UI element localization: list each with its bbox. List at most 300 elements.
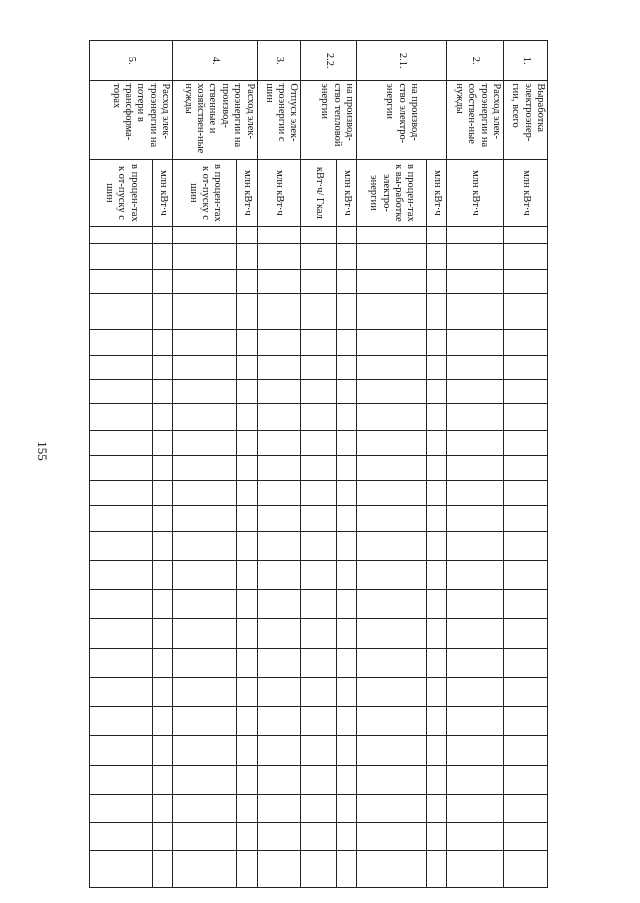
value-cell[interactable]	[301, 560, 337, 589]
value-cell[interactable]	[427, 404, 447, 430]
value-cell[interactable]	[237, 404, 257, 430]
value-cell[interactable]	[337, 590, 357, 619]
value-cell[interactable]	[446, 531, 503, 560]
value-cell[interactable]	[237, 590, 257, 619]
value-cell[interactable]	[337, 823, 357, 851]
value-cell[interactable]	[173, 355, 237, 379]
value-cell[interactable]	[357, 823, 427, 851]
value-cell[interactable]	[337, 851, 357, 888]
value-cell[interactable]	[357, 329, 427, 355]
value-cell[interactable]	[173, 677, 237, 706]
value-cell[interactable]	[257, 226, 301, 243]
value-cell[interactable]	[173, 329, 237, 355]
value-cell[interactable]	[427, 851, 447, 888]
value-cell[interactable]	[427, 380, 447, 404]
value-cell[interactable]	[337, 455, 357, 480]
value-cell[interactable]	[337, 648, 357, 677]
value-cell[interactable]	[427, 506, 447, 531]
value-cell[interactable]	[90, 648, 153, 677]
value-cell[interactable]	[427, 823, 447, 851]
value-cell[interactable]	[446, 294, 503, 329]
value-cell[interactable]	[173, 851, 237, 888]
value-cell[interactable]	[257, 430, 301, 455]
value-cell[interactable]	[90, 243, 153, 269]
value-cell[interactable]	[301, 823, 337, 851]
value-cell[interactable]	[301, 380, 337, 404]
value-cell[interactable]	[90, 590, 153, 619]
unit-cell: млн кВт·ч	[446, 160, 503, 227]
value-cell[interactable]	[153, 707, 173, 736]
value-cell[interactable]	[90, 430, 153, 455]
value-cell[interactable]	[357, 226, 427, 243]
value-cell[interactable]	[337, 531, 357, 560]
value-cell[interactable]	[301, 851, 337, 888]
value-cell[interactable]	[257, 590, 301, 619]
value-cell[interactable]	[173, 648, 237, 677]
table-row	[173, 41, 237, 888]
energy-balance-table	[89, 40, 548, 888]
value-cell[interactable]	[357, 707, 427, 736]
table-row	[357, 41, 427, 888]
value-cell[interactable]	[301, 765, 337, 794]
value-cell[interactable]	[427, 794, 447, 822]
value-cell[interactable]	[173, 794, 237, 822]
value-cell[interactable]	[173, 823, 237, 851]
value-cell[interactable]	[504, 329, 548, 355]
value-cell[interactable]	[90, 619, 153, 648]
value-cell[interactable]	[173, 506, 237, 531]
value-cell[interactable]	[90, 226, 153, 243]
value-cell[interactable]	[301, 329, 337, 355]
value-cell[interactable]	[504, 270, 548, 294]
value-cell[interactable]	[337, 765, 357, 794]
value-cell[interactable]	[153, 765, 173, 794]
value-cell[interactable]	[357, 765, 427, 794]
unit-cell: в процен-тах к вы-работке электро-энергии	[357, 160, 427, 227]
value-cell[interactable]	[153, 270, 173, 294]
value-cell[interactable]	[301, 506, 337, 531]
value-cell[interactable]	[301, 226, 337, 243]
value-cell[interactable]	[337, 560, 357, 589]
value-cell[interactable]	[357, 270, 427, 294]
value-cell[interactable]	[504, 619, 548, 648]
value-cell[interactable]	[257, 619, 301, 648]
indicator-name: Отпуск элек-троэнергии с шин	[257, 81, 301, 160]
value-cell[interactable]	[357, 430, 427, 455]
value-cell[interactable]	[257, 851, 301, 888]
value-cell[interactable]	[357, 243, 427, 269]
table-row	[427, 41, 447, 888]
value-cell[interactable]	[237, 765, 257, 794]
value-cell[interactable]	[173, 560, 237, 589]
value-cell[interactable]	[504, 765, 548, 794]
value-cell[interactable]	[357, 619, 427, 648]
value-cell[interactable]	[90, 506, 153, 531]
value-cell[interactable]	[237, 481, 257, 506]
value-cell[interactable]	[357, 794, 427, 822]
value-cell[interactable]	[504, 851, 548, 888]
table-row	[257, 41, 301, 888]
value-cell[interactable]	[446, 823, 503, 851]
value-cell[interactable]	[301, 736, 337, 765]
value-cell[interactable]	[301, 590, 337, 619]
value-cell[interactable]	[237, 736, 257, 765]
value-cell[interactable]	[257, 329, 301, 355]
value-cell[interactable]	[446, 648, 503, 677]
value-cell[interactable]	[237, 648, 257, 677]
unit-cell: в процен-тах к от-пуску с шин	[173, 160, 237, 227]
value-cell[interactable]	[153, 243, 173, 269]
value-cell[interactable]	[173, 531, 237, 560]
value-cell[interactable]	[504, 243, 548, 269]
value-cell[interactable]	[237, 455, 257, 480]
value-cell[interactable]	[357, 355, 427, 379]
value-cell[interactable]	[90, 380, 153, 404]
value-cell[interactable]	[446, 355, 503, 379]
indicator-name: Расход элек-троэнергии на собствен-ные нужды	[446, 81, 503, 160]
unit-cell: млн кВт·ч	[257, 160, 301, 227]
value-cell[interactable]	[153, 355, 173, 379]
value-cell[interactable]	[257, 481, 301, 506]
row-number: 2.	[446, 41, 503, 81]
value-cell[interactable]	[173, 736, 237, 765]
value-cell[interactable]	[153, 851, 173, 888]
value-cell[interactable]	[504, 455, 548, 480]
value-cell[interactable]	[173, 590, 237, 619]
value-cell[interactable]	[504, 294, 548, 329]
value-cell[interactable]	[337, 481, 357, 506]
value-cell[interactable]	[153, 294, 173, 329]
value-cell[interactable]	[337, 794, 357, 822]
value-cell[interactable]	[237, 707, 257, 736]
value-cell[interactable]	[90, 707, 153, 736]
value-cell[interactable]	[504, 677, 548, 706]
value-cell[interactable]	[337, 404, 357, 430]
value-cell[interactable]	[257, 794, 301, 822]
value-cell[interactable]	[153, 648, 173, 677]
rotated-table-wrapper	[89, 40, 548, 888]
value-cell[interactable]	[337, 707, 357, 736]
row-number: 2.1.	[357, 41, 447, 81]
value-cell[interactable]	[90, 294, 153, 329]
value-cell[interactable]	[257, 404, 301, 430]
value-cell[interactable]	[237, 531, 257, 560]
row-number: 1.	[504, 41, 548, 81]
value-cell[interactable]	[504, 355, 548, 379]
value-cell[interactable]	[427, 294, 447, 329]
value-cell[interactable]	[446, 404, 503, 430]
value-cell[interactable]	[446, 226, 503, 243]
value-cell[interactable]	[173, 380, 237, 404]
value-cell[interactable]	[504, 506, 548, 531]
value-cell[interactable]	[301, 430, 337, 455]
value-cell[interactable]	[173, 270, 237, 294]
row-number: 3.	[257, 41, 301, 81]
value-cell[interactable]	[427, 226, 447, 243]
value-cell[interactable]	[90, 560, 153, 589]
value-cell[interactable]	[237, 329, 257, 355]
value-cell[interactable]	[153, 380, 173, 404]
value-cell[interactable]	[446, 560, 503, 589]
value-cell[interactable]	[427, 531, 447, 560]
value-cell[interactable]	[173, 481, 237, 506]
value-cell[interactable]	[153, 794, 173, 822]
value-cell[interactable]	[257, 270, 301, 294]
value-cell[interactable]	[427, 455, 447, 480]
value-cell[interactable]	[446, 270, 503, 294]
value-cell[interactable]	[446, 481, 503, 506]
value-cell[interactable]	[90, 329, 153, 355]
value-cell[interactable]	[427, 765, 447, 794]
value-cell[interactable]	[337, 294, 357, 329]
value-cell[interactable]	[337, 430, 357, 455]
value-cell[interactable]	[301, 677, 337, 706]
value-cell[interactable]	[301, 707, 337, 736]
value-cell[interactable]	[173, 619, 237, 648]
value-cell[interactable]	[173, 455, 237, 480]
value-cell[interactable]	[301, 619, 337, 648]
value-cell[interactable]	[153, 677, 173, 706]
value-cell[interactable]	[173, 404, 237, 430]
value-cell[interactable]	[357, 736, 427, 765]
value-cell[interactable]	[337, 329, 357, 355]
value-cell[interactable]	[446, 590, 503, 619]
value-cell[interactable]	[301, 294, 337, 329]
value-cell[interactable]	[427, 481, 447, 506]
value-cell[interactable]	[357, 404, 427, 430]
value-cell[interactable]	[301, 648, 337, 677]
value-cell[interactable]	[357, 506, 427, 531]
indicator-name: Выработка электроэнер-гии, всего	[504, 81, 548, 160]
row-number: 5.	[90, 41, 173, 81]
value-cell[interactable]	[427, 355, 447, 379]
table-row	[301, 41, 337, 888]
value-cell[interactable]	[504, 380, 548, 404]
value-cell[interactable]	[257, 648, 301, 677]
value-cell[interactable]	[90, 404, 153, 430]
value-cell[interactable]	[173, 243, 237, 269]
table-row	[446, 41, 503, 888]
value-cell[interactable]	[257, 736, 301, 765]
value-cell[interactable]	[257, 294, 301, 329]
unit-cell: млн кВт·ч	[504, 160, 548, 227]
value-cell[interactable]	[446, 329, 503, 355]
value-cell[interactable]	[153, 531, 173, 560]
value-cell[interactable]	[357, 677, 427, 706]
value-cell[interactable]	[446, 455, 503, 480]
value-cell[interactable]	[504, 560, 548, 589]
value-cell[interactable]	[257, 765, 301, 794]
value-cell[interactable]	[337, 736, 357, 765]
table-row	[504, 41, 548, 888]
value-cell[interactable]	[357, 294, 427, 329]
value-cell[interactable]	[153, 560, 173, 589]
value-cell[interactable]	[446, 619, 503, 648]
value-cell[interactable]	[237, 430, 257, 455]
value-cell[interactable]	[90, 270, 153, 294]
value-cell[interactable]	[337, 619, 357, 648]
value-cell[interactable]	[153, 329, 173, 355]
row-number: 2.2.	[301, 41, 357, 81]
value-cell[interactable]	[446, 506, 503, 531]
value-cell[interactable]	[301, 455, 337, 480]
value-cell[interactable]	[153, 506, 173, 531]
unit-cell: кВт·ч/ Гкал	[301, 160, 337, 227]
value-cell[interactable]	[153, 736, 173, 765]
table-row	[153, 41, 173, 888]
value-cell[interactable]	[504, 226, 548, 243]
value-cell[interactable]	[301, 355, 337, 379]
value-cell[interactable]	[357, 560, 427, 589]
value-cell[interactable]	[504, 707, 548, 736]
value-cell[interactable]	[427, 619, 447, 648]
value-cell[interactable]	[301, 243, 337, 269]
value-cell[interactable]	[337, 270, 357, 294]
row-number: 4.	[173, 41, 257, 81]
value-cell[interactable]	[257, 707, 301, 736]
value-cell[interactable]	[357, 648, 427, 677]
unit-cell: в процен-тах к от-пуску с шин	[90, 160, 153, 227]
value-cell[interactable]	[237, 794, 257, 822]
value-cell[interactable]	[90, 677, 153, 706]
value-cell[interactable]	[237, 560, 257, 589]
value-cell[interactable]	[337, 226, 357, 243]
value-cell[interactable]	[446, 243, 503, 269]
value-cell[interactable]	[427, 243, 447, 269]
value-cell[interactable]	[301, 481, 337, 506]
value-cell[interactable]	[257, 380, 301, 404]
value-cell[interactable]	[357, 851, 427, 888]
value-cell[interactable]	[237, 677, 257, 706]
value-cell[interactable]	[357, 455, 427, 480]
value-cell[interactable]	[337, 677, 357, 706]
value-cell[interactable]	[446, 851, 503, 888]
value-cell[interactable]	[504, 648, 548, 677]
value-cell[interactable]	[357, 590, 427, 619]
value-cell[interactable]	[153, 823, 173, 851]
value-cell[interactable]	[301, 531, 337, 560]
value-cell[interactable]	[237, 851, 257, 888]
value-cell[interactable]	[173, 294, 237, 329]
value-cell[interactable]	[427, 329, 447, 355]
value-cell[interactable]	[427, 560, 447, 589]
value-cell[interactable]	[337, 506, 357, 531]
value-cell[interactable]	[427, 430, 447, 455]
value-cell[interactable]	[257, 823, 301, 851]
value-cell[interactable]	[357, 481, 427, 506]
value-cell[interactable]	[173, 765, 237, 794]
table-body	[90, 41, 548, 888]
value-cell[interactable]	[427, 590, 447, 619]
value-cell[interactable]	[337, 380, 357, 404]
value-cell[interactable]	[257, 355, 301, 379]
value-cell[interactable]	[90, 531, 153, 560]
unit-cell: млн кВт·ч	[237, 160, 257, 227]
value-cell[interactable]	[153, 226, 173, 243]
value-cell[interactable]	[446, 677, 503, 706]
value-cell[interactable]	[237, 619, 257, 648]
value-cell[interactable]	[504, 794, 548, 822]
value-cell[interactable]	[90, 455, 153, 480]
value-cell[interactable]	[173, 707, 237, 736]
value-cell[interactable]	[301, 270, 337, 294]
table-row	[90, 41, 153, 888]
value-cell[interactable]	[90, 765, 153, 794]
value-cell[interactable]	[301, 794, 337, 822]
value-cell[interactable]	[257, 560, 301, 589]
value-cell[interactable]	[237, 226, 257, 243]
value-cell[interactable]	[90, 851, 153, 888]
value-cell[interactable]	[237, 294, 257, 329]
value-cell[interactable]	[427, 707, 447, 736]
unit-cell: млн кВт·ч	[427, 160, 447, 227]
indicator-name: на производ-ство электро-энергии	[357, 81, 447, 160]
value-cell[interactable]	[173, 226, 237, 243]
value-cell[interactable]	[153, 455, 173, 480]
value-cell[interactable]	[504, 404, 548, 430]
value-cell[interactable]	[446, 380, 503, 404]
value-cell[interactable]	[357, 380, 427, 404]
value-cell[interactable]	[504, 481, 548, 506]
value-cell[interactable]	[173, 430, 237, 455]
value-cell[interactable]	[90, 823, 153, 851]
value-cell[interactable]	[504, 531, 548, 560]
value-cell[interactable]	[427, 736, 447, 765]
value-cell[interactable]	[427, 648, 447, 677]
value-cell[interactable]	[446, 430, 503, 455]
value-cell[interactable]	[427, 270, 447, 294]
value-cell[interactable]	[237, 823, 257, 851]
value-cell[interactable]	[90, 481, 153, 506]
value-cell[interactable]	[153, 619, 173, 648]
value-cell[interactable]	[237, 355, 257, 379]
value-cell[interactable]	[504, 823, 548, 851]
value-cell[interactable]	[446, 765, 503, 794]
value-cell[interactable]	[153, 404, 173, 430]
value-cell[interactable]	[257, 506, 301, 531]
value-cell[interactable]	[301, 404, 337, 430]
value-cell[interactable]	[153, 430, 173, 455]
value-cell[interactable]	[257, 677, 301, 706]
value-cell[interactable]	[153, 590, 173, 619]
value-cell[interactable]	[357, 531, 427, 560]
value-cell[interactable]	[446, 707, 503, 736]
value-cell[interactable]	[446, 794, 503, 822]
value-cell[interactable]	[237, 270, 257, 294]
value-cell[interactable]	[427, 677, 447, 706]
value-cell[interactable]	[237, 243, 257, 269]
value-cell[interactable]	[504, 430, 548, 455]
unit-cell: млн кВт·ч	[153, 160, 173, 227]
value-cell[interactable]	[337, 243, 357, 269]
value-cell[interactable]	[90, 736, 153, 765]
value-cell[interactable]	[237, 506, 257, 531]
value-cell[interactable]	[504, 590, 548, 619]
value-cell[interactable]	[153, 481, 173, 506]
value-cell[interactable]	[337, 355, 357, 379]
value-cell[interactable]	[90, 355, 153, 379]
value-cell[interactable]	[504, 736, 548, 765]
value-cell[interactable]	[446, 736, 503, 765]
value-cell[interactable]	[257, 455, 301, 480]
indicator-name: Расход элек-троэнергии на производ-ственные и хозяйствен-ные нужды	[173, 81, 257, 160]
value-cell[interactable]	[237, 380, 257, 404]
indicator-name: Расход элек-троэнергии на потери в трансформа-торах	[90, 81, 173, 160]
value-cell[interactable]	[257, 531, 301, 560]
value-cell[interactable]	[90, 794, 153, 822]
value-cell[interactable]	[257, 243, 301, 269]
table-row	[337, 41, 357, 888]
